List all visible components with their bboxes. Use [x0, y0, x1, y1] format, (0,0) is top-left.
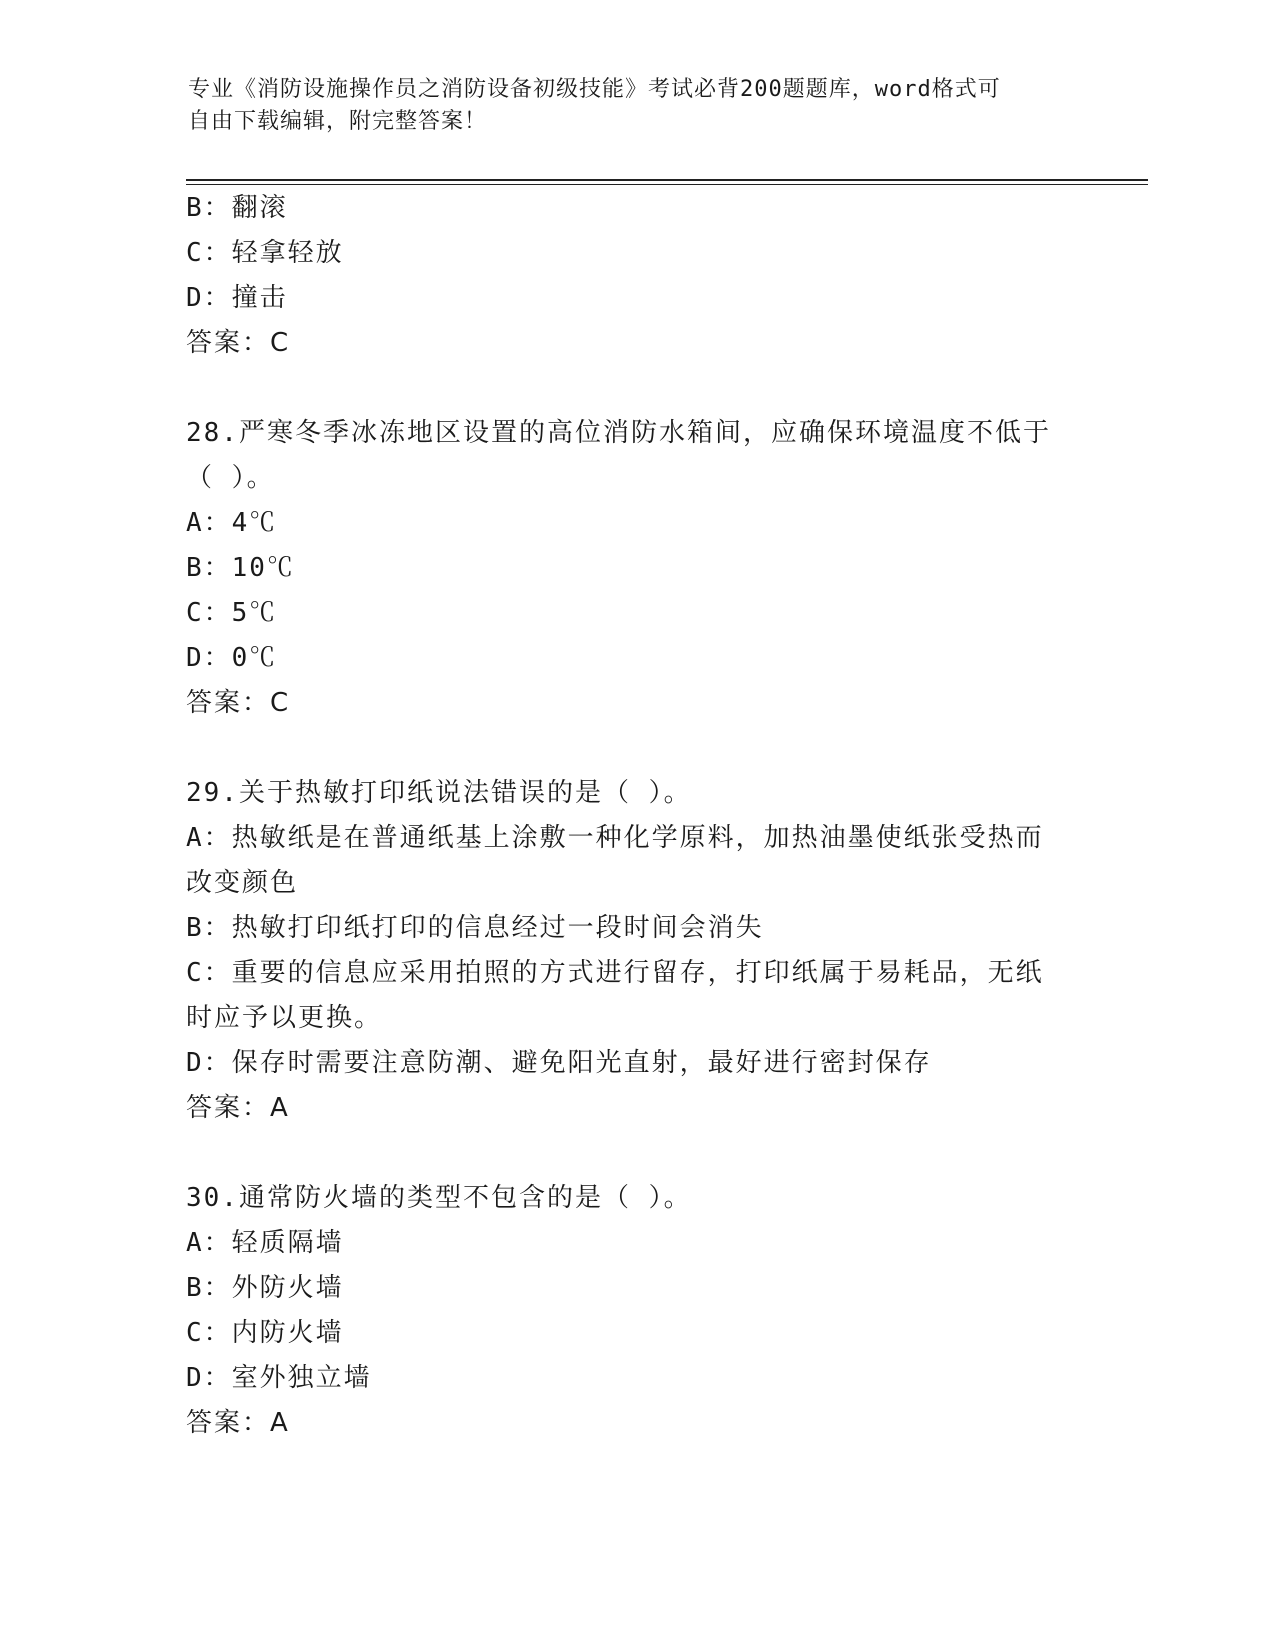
- q30-option-b: B：外防火墙: [186, 1273, 344, 1303]
- q27-option-c: C：轻拿轻放: [186, 238, 344, 268]
- q28-question-line-2: （ ）。: [186, 463, 275, 493]
- q29-option-c-line-1: C：重要的信息应采用拍照的方式进行留存，打印纸属于易耗品，无纸: [186, 958, 1044, 988]
- q27-answer: 答案：C: [186, 328, 291, 358]
- q28-option-a: A：4℃: [186, 508, 278, 538]
- q29-question: 29.关于热敏打印纸说法错误的是（ ）。: [186, 778, 692, 808]
- q29-option-b: B：热敏打印纸打印的信息经过一段时间会消失: [186, 913, 764, 943]
- q29-answer: 答案：A: [186, 1093, 290, 1123]
- q28-option-c: C：5℃: [186, 598, 278, 628]
- q30-option-d: D：室外独立墙: [186, 1363, 372, 1393]
- q30-option-c: C：内防火墙: [186, 1318, 344, 1348]
- q29-option-d: D：保存时需要注意防潮、避免阳光直射，最好进行密封保存: [186, 1048, 932, 1078]
- q28-question-line-1: 28.严寒冬季冰冻地区设置的高位消防水箱间，应确保环境温度不低于: [186, 418, 1051, 448]
- header-divider-thick: [186, 179, 1148, 181]
- q28-option-b: B：10℃: [186, 553, 295, 583]
- q30-question: 30.通常防火墙的类型不包含的是（ ）。: [186, 1183, 692, 1213]
- header-line-1: 专业《消防设施操作员之消防设备初级技能》考试必背200题题库，word格式可: [188, 77, 1001, 102]
- header-line-2: 自由下载编辑，附完整答案！: [188, 109, 488, 134]
- document-header: [188, 74, 1068, 138]
- q29-option-c-line-2: 时应予以更换。: [186, 1003, 383, 1033]
- q27-option-b: B：翻滚: [186, 193, 288, 223]
- q30-answer: 答案：A: [186, 1408, 290, 1438]
- q30-option-a: A：轻质隔墙: [186, 1228, 344, 1258]
- q28-answer: 答案：C: [186, 688, 291, 718]
- q27-option-d: D：撞击: [186, 283, 288, 313]
- header-divider-thin: [186, 184, 1148, 185]
- q29-option-a-line-2: 改变颜色: [186, 868, 299, 898]
- q29-option-a-line-1: A：热敏纸是在普通纸基上涂敷一种化学原料，加热油墨使纸张受热而: [186, 823, 1044, 853]
- q28-option-d: D：0℃: [186, 643, 278, 673]
